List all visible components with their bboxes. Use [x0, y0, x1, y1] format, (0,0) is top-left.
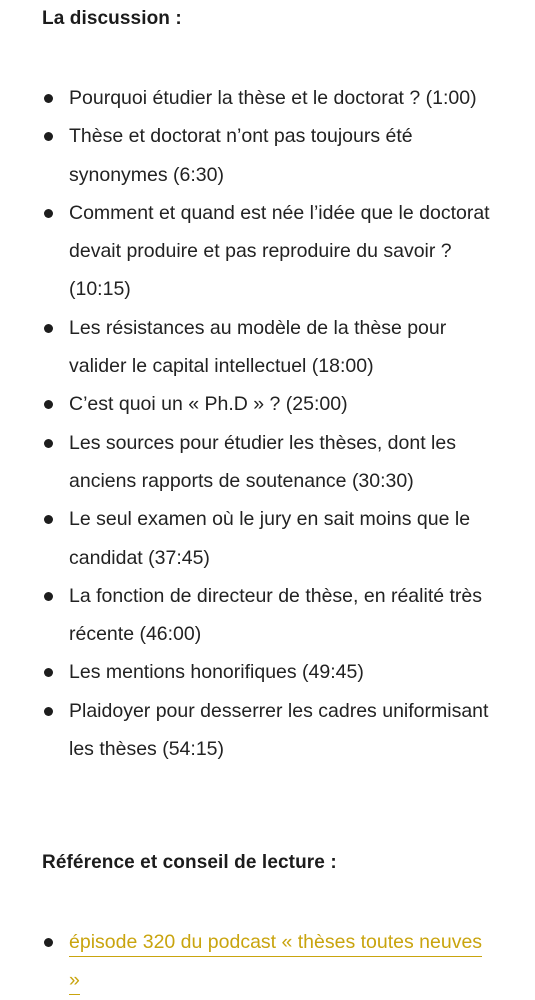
list-item — [0, 309, 535, 386]
list-item — [0, 385, 535, 423]
discussion-topic-list — [0, 79, 535, 768]
reference-heading: Référence et conseil de lecture : — [42, 852, 337, 873]
list-item — [0, 424, 535, 501]
topic-text: Thèse et doctorat n’ont pas toujours été synonymes (6:30) — [69, 125, 413, 186]
reference-list — [0, 923, 535, 1000]
bullet-icon — [44, 668, 53, 677]
topic-text: Comment et quand est née l’idée que le doctorat devait produire et pas reproduire du savoir ? (10:15) — [69, 201, 490, 301]
list-item — [0, 79, 535, 117]
bullet-icon — [44, 132, 53, 141]
topic-text: La fonction de directeur de thèse, en réalité très récente (46:00) — [69, 584, 483, 646]
topic-text: Les résistances au modèle de la thèse pour valider le capital intellectuel (18:00) — [69, 316, 447, 378]
bullet-icon — [44, 209, 53, 218]
bullet-icon — [44, 400, 53, 409]
topic-text: Pourquoi étudier la thèse et le doctorat ? (1:00) — [69, 87, 477, 109]
topic-text: Les mentions honorifiques (49:45) — [69, 661, 364, 684]
podcast-episode-link[interactable]: épisode 320 du podcast « thèses toutes neuves » — [69, 931, 482, 995]
discussion-heading: La discussion : — [42, 8, 182, 29]
list-item — [0, 117, 535, 194]
topic-text: Plaidoyer pour desserrer les cadres uniformisant les thèses (54:15) — [69, 699, 489, 761]
topic-text: Les sources pour étudier les thèses, dont les anciens rapports de soutenance (30:30) — [69, 431, 456, 492]
bullet-icon — [44, 938, 53, 947]
list-item — [0, 692, 535, 769]
bullet-icon — [44, 707, 53, 716]
bullet-icon — [44, 439, 53, 448]
list-item — [0, 194, 535, 309]
bullet-icon — [44, 515, 53, 524]
list-item — [0, 500, 535, 577]
topic-text: Le seul examen où le jury en sait moins que le candidat (37:45) — [69, 508, 471, 569]
list-item — [0, 923, 535, 1000]
topic-text: C’est quoi un « Ph.D » ? (25:00) — [69, 393, 348, 416]
bullet-icon — [44, 94, 53, 103]
bullet-icon — [44, 592, 53, 601]
list-item — [0, 577, 535, 654]
bullet-icon — [44, 324, 53, 333]
list-item — [0, 653, 535, 691]
